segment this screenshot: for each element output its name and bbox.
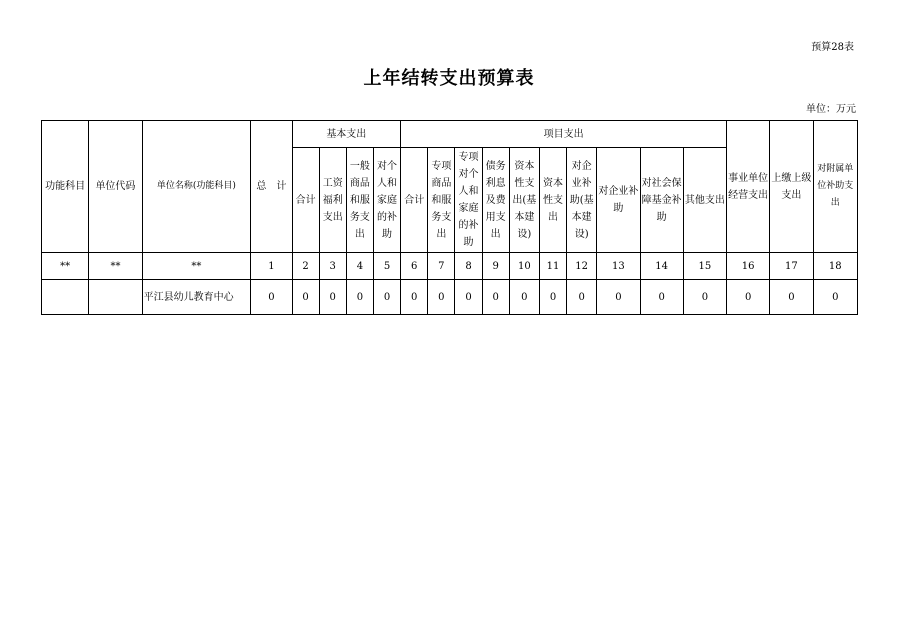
index-cell: 18	[813, 253, 857, 280]
page-title: 上年结转支出预算表	[363, 68, 535, 89]
header-unit-code: 单位代码	[89, 121, 142, 253]
index-cell: 8	[455, 253, 482, 280]
row-value: 0	[567, 280, 597, 315]
table-row	[42, 280, 858, 315]
header-unit-name: 单位名称(功能科目)	[142, 121, 251, 253]
row-value: 0	[640, 280, 683, 315]
index-cell: 1	[251, 253, 292, 280]
row-value: 0	[597, 280, 640, 315]
row-value: 0	[319, 280, 346, 315]
header-basic-col: 合计	[292, 148, 319, 253]
row-value: 0	[428, 280, 455, 315]
index-cell: 2	[292, 253, 319, 280]
index-cell: 11	[539, 253, 566, 280]
index-cell: 7	[428, 253, 455, 280]
index-cell: 9	[482, 253, 509, 280]
index-cell: **	[142, 253, 251, 280]
header-project-col: 对企业补助	[597, 148, 640, 253]
row-value: 0	[401, 280, 428, 315]
header-tail-3: 对附属单位补助支出	[813, 121, 857, 253]
row-value: 0	[292, 280, 319, 315]
row-unit-code	[89, 280, 142, 315]
index-cell: 6	[401, 253, 428, 280]
row-value: 0	[539, 280, 566, 315]
unit-label: 单位：万元	[806, 104, 856, 115]
header-project-col: 合计	[401, 148, 428, 253]
row-value: 0	[373, 280, 400, 315]
header-project-col: 资本性支出	[539, 148, 566, 253]
header-basic-col: 工资福利支出	[319, 148, 346, 253]
header-project-col: 对企业补助(基本建设)	[567, 148, 597, 253]
index-cell: 10	[509, 253, 539, 280]
header-tail-1: 事业单位经营支出	[727, 121, 770, 253]
index-cell: 4	[346, 253, 373, 280]
row-value: 0	[251, 280, 292, 315]
index-cell: **	[42, 253, 89, 280]
index-cell: 3	[319, 253, 346, 280]
index-cell: **	[89, 253, 142, 280]
row-value: 0	[455, 280, 482, 315]
header-project-col: 其他支出	[683, 148, 726, 253]
row-unit-name: 平江县幼儿教育中心	[142, 280, 251, 315]
row-value: 0	[346, 280, 373, 315]
index-cell: 13	[597, 253, 640, 280]
header-basic-col: 对个人和家庭的补助	[373, 148, 400, 253]
header-tail-2: 上缴上级支出	[770, 121, 813, 253]
index-cell: 12	[567, 253, 597, 280]
row-value: 0	[727, 280, 770, 315]
row-value: 0	[770, 280, 813, 315]
header-row-1	[42, 121, 858, 148]
header-func-subject: 功能科目	[42, 121, 89, 253]
index-row	[42, 253, 858, 280]
index-cell: 17	[770, 253, 813, 280]
row-value: 0	[509, 280, 539, 315]
header-basic-col: 一般商品和服务支出	[346, 148, 373, 253]
header-total: 总 计	[251, 121, 292, 253]
row-value: 0	[683, 280, 726, 315]
header-project-col: 专项商品和服务支出	[428, 148, 455, 253]
form-number: 预算28表	[811, 42, 854, 53]
header-basic-group: 基本支出	[292, 121, 401, 148]
header-project-col: 专项对个人和家庭的补助	[455, 148, 482, 253]
budget-table	[41, 120, 858, 315]
row-func-subject	[42, 280, 89, 315]
header-project-group: 项目支出	[401, 121, 727, 148]
index-cell: 14	[640, 253, 683, 280]
index-cell: 15	[683, 253, 726, 280]
row-value: 0	[813, 280, 857, 315]
row-value: 0	[482, 280, 509, 315]
index-cell: 5	[373, 253, 400, 280]
header-project-col: 资本性支出(基本建设)	[509, 148, 539, 253]
header-project-col: 对社会保障基金补助	[640, 148, 683, 253]
index-cell: 16	[727, 253, 770, 280]
header-project-col: 债务利息及费用支出	[482, 148, 509, 253]
